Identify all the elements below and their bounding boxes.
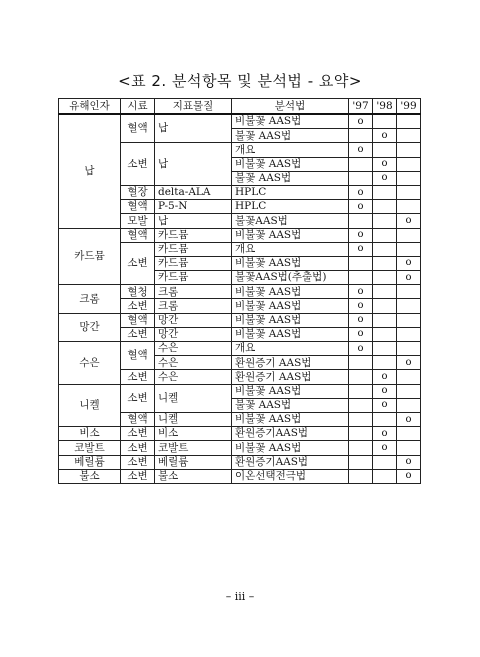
year-mark-y97: o xyxy=(349,327,373,341)
sample-cell: 혈액 xyxy=(121,200,155,214)
table-row xyxy=(59,427,421,441)
year-mark-y98: o xyxy=(373,384,397,398)
col-header-method: 분석법 xyxy=(232,99,349,115)
year-mark-y97 xyxy=(349,412,373,426)
year-mark-y99 xyxy=(397,313,421,327)
year-mark-y98 xyxy=(373,469,397,483)
sample-cell: 혈액 xyxy=(121,228,155,242)
year-mark-y98 xyxy=(373,271,397,285)
factor-cell: 비소 xyxy=(59,427,121,441)
year-mark-y99: o xyxy=(397,455,421,469)
analysis-summary-table xyxy=(58,98,421,484)
method-cell: HPLC xyxy=(232,185,349,199)
year-mark-y98: o xyxy=(373,157,397,171)
factor-cell: 불소 xyxy=(59,469,121,483)
sample-cell: 소변 xyxy=(121,427,155,441)
method-cell: 비불꽃 AAS법 xyxy=(232,313,349,327)
year-mark-y99: o xyxy=(397,214,421,228)
year-mark-y97 xyxy=(349,129,373,143)
method-cell: 비불꽃 AAS법 xyxy=(232,384,349,398)
indicator-cell: 니켈 xyxy=(155,412,232,426)
sample-cell: 소변 xyxy=(121,370,155,384)
year-mark-y99 xyxy=(397,200,421,214)
factor-cell: 니켈 xyxy=(59,384,121,427)
year-mark-y99 xyxy=(397,427,421,441)
factor-cell: 수은 xyxy=(59,342,121,385)
col-header-indicator: 지표물질 xyxy=(155,99,232,115)
year-mark-y97 xyxy=(349,398,373,412)
year-mark-y98 xyxy=(373,342,397,356)
year-mark-y98 xyxy=(373,228,397,242)
year-mark-y97: o xyxy=(349,200,373,214)
year-mark-y98: o xyxy=(373,427,397,441)
year-mark-y99 xyxy=(397,441,421,455)
sample-cell: 혈액 xyxy=(121,342,155,370)
factor-cell: 코발트 xyxy=(59,441,121,455)
table-row xyxy=(59,228,421,242)
method-cell: 환원증기 AAS법 xyxy=(232,356,349,370)
year-mark-y97: o xyxy=(349,299,373,313)
col-header-factor: 유해인자 xyxy=(59,99,121,115)
indicator-cell: 수은 xyxy=(155,370,232,384)
year-mark-y97: o xyxy=(349,285,373,299)
year-mark-y98: o xyxy=(373,171,397,185)
indicator-cell: 망간 xyxy=(155,327,232,341)
year-mark-y97: o xyxy=(349,228,373,242)
sample-cell: 소변 xyxy=(121,299,155,313)
indicator-cell: 크롬 xyxy=(155,285,232,299)
method-cell: 비불꽃 AAS법 xyxy=(232,299,349,313)
method-cell: 환원증기AAS법 xyxy=(232,455,349,469)
year-mark-y98 xyxy=(373,299,397,313)
year-mark-y97 xyxy=(349,455,373,469)
year-mark-y98 xyxy=(373,356,397,370)
sample-cell: 소변 xyxy=(121,441,155,455)
year-mark-y97 xyxy=(349,441,373,455)
indicator-cell: 망간 xyxy=(155,313,232,327)
year-mark-y98 xyxy=(373,327,397,341)
year-mark-y99 xyxy=(397,327,421,341)
year-mark-y99 xyxy=(397,129,421,143)
method-cell: 불꽃AAS법 xyxy=(232,214,349,228)
year-mark-y98: o xyxy=(373,129,397,143)
indicator-cell: delta-ALA xyxy=(155,185,232,199)
sample-cell: 소변 xyxy=(121,455,155,469)
method-cell: 불꽃AAS법(추출법) xyxy=(232,271,349,285)
indicator-cell: 비소 xyxy=(155,427,232,441)
year-mark-y99: o xyxy=(397,412,421,426)
factor-cell: 납 xyxy=(59,114,121,228)
year-mark-y97 xyxy=(349,214,373,228)
col-header-1998: '98 xyxy=(373,99,397,115)
year-mark-y99 xyxy=(397,384,421,398)
indicator-cell: 불소 xyxy=(155,469,232,483)
table-row xyxy=(59,342,421,356)
factor-cell: 카드뮴 xyxy=(59,228,121,285)
indicator-cell: 카드뮴 xyxy=(155,256,232,270)
table-body xyxy=(59,114,421,483)
sample-cell: 모발 xyxy=(121,214,155,228)
year-mark-y99 xyxy=(397,114,421,129)
sample-cell: 혈액 xyxy=(121,412,155,426)
indicator-cell: 카드뮴 xyxy=(155,242,232,256)
indicator-cell: 크롬 xyxy=(155,299,232,313)
year-mark-y98 xyxy=(373,412,397,426)
year-mark-y98 xyxy=(373,214,397,228)
sample-cell: 소변 xyxy=(121,469,155,483)
indicator-cell: 납 xyxy=(155,143,232,186)
method-cell: 이온선택전극법 xyxy=(232,469,349,483)
year-mark-y99 xyxy=(397,285,421,299)
sample-cell: 혈액 xyxy=(121,313,155,327)
year-mark-y99: o xyxy=(397,356,421,370)
col-header-1999: '99 xyxy=(397,99,421,115)
header-row xyxy=(59,99,421,115)
year-mark-y99 xyxy=(397,398,421,412)
table-row xyxy=(59,285,421,299)
year-mark-y99 xyxy=(397,171,421,185)
method-cell: 불꽃 AAS법 xyxy=(232,129,349,143)
sample-cell: 소변 xyxy=(121,143,155,186)
year-mark-y97 xyxy=(349,384,373,398)
sample-cell: 소변 xyxy=(121,384,155,412)
sample-cell: 소변 xyxy=(121,327,155,341)
year-mark-y99 xyxy=(397,143,421,157)
year-mark-y97: o xyxy=(349,342,373,356)
indicator-cell: 카드뮴 xyxy=(155,271,232,285)
method-cell: 개요 xyxy=(232,143,349,157)
year-mark-y97 xyxy=(349,356,373,370)
table-row xyxy=(59,469,421,483)
year-mark-y99 xyxy=(397,242,421,256)
method-cell: 비불꽃 AAS법 xyxy=(232,285,349,299)
indicator-cell: P-5-N xyxy=(155,200,232,214)
year-mark-y99 xyxy=(397,185,421,199)
year-mark-y98 xyxy=(373,185,397,199)
sample-cell: 혈액 xyxy=(121,114,155,143)
year-mark-y97 xyxy=(349,427,373,441)
year-mark-y98 xyxy=(373,143,397,157)
year-mark-y98 xyxy=(373,242,397,256)
year-mark-y97: o xyxy=(349,313,373,327)
method-cell: 비불꽃 AAS법 xyxy=(232,228,349,242)
indicator-cell: 코발트 xyxy=(155,441,232,455)
year-mark-y99 xyxy=(397,299,421,313)
method-cell: 개요 xyxy=(232,342,349,356)
method-cell: 비불꽃 AAS법 xyxy=(232,114,349,129)
year-mark-y99: o xyxy=(397,271,421,285)
year-mark-y99 xyxy=(397,157,421,171)
year-mark-y99 xyxy=(397,228,421,242)
year-mark-y98 xyxy=(373,114,397,129)
table-title: <표 2. 분석항목 및 분석법 - 요약> xyxy=(118,72,362,90)
year-mark-y97: o xyxy=(349,242,373,256)
table-row xyxy=(59,441,421,455)
method-cell: HPLC xyxy=(232,200,349,214)
year-mark-y97 xyxy=(349,171,373,185)
indicator-cell: 납 xyxy=(155,214,232,228)
indicator-cell: 수은 xyxy=(155,342,232,356)
indicator-cell: 니켈 xyxy=(155,384,232,412)
col-header-1997: '97 xyxy=(349,99,373,115)
indicator-cell: 카드뮴 xyxy=(155,228,232,242)
year-mark-y98 xyxy=(373,455,397,469)
year-mark-y97 xyxy=(349,271,373,285)
method-cell: 비불꽃 AAS법 xyxy=(232,412,349,426)
year-mark-y97 xyxy=(349,157,373,171)
method-cell: 불꽃 AAS법 xyxy=(232,398,349,412)
page-number: – iii – xyxy=(225,590,255,603)
table-row xyxy=(59,313,421,327)
indicator-cell: 수은 xyxy=(155,356,232,370)
year-mark-y99 xyxy=(397,342,421,356)
sample-cell: 혈청 xyxy=(121,285,155,299)
table-row xyxy=(59,455,421,469)
year-mark-y97 xyxy=(349,370,373,384)
sample-cell: 혈장 xyxy=(121,185,155,199)
factor-cell: 크롬 xyxy=(59,285,121,313)
sample-cell: 소변 xyxy=(121,242,155,285)
year-mark-y99 xyxy=(397,370,421,384)
method-cell: 비불꽃 AAS법 xyxy=(232,327,349,341)
col-header-sample: 시료 xyxy=(121,99,155,115)
year-mark-y99: o xyxy=(397,256,421,270)
year-mark-y98 xyxy=(373,256,397,270)
method-cell: 환원증기AAS법 xyxy=(232,427,349,441)
method-cell: 비불꽃 AAS법 xyxy=(232,157,349,171)
year-mark-y97 xyxy=(349,469,373,483)
year-mark-y98 xyxy=(373,200,397,214)
table-row xyxy=(59,114,421,129)
method-cell: 개요 xyxy=(232,242,349,256)
year-mark-y98: o xyxy=(373,398,397,412)
year-mark-y98: o xyxy=(373,370,397,384)
year-mark-y98: o xyxy=(373,441,397,455)
factor-cell: 베릴륨 xyxy=(59,455,121,469)
method-cell: 비불꽃 AAS법 xyxy=(232,441,349,455)
year-mark-y98 xyxy=(373,285,397,299)
table-row xyxy=(59,384,421,398)
indicator-cell: 베릴륨 xyxy=(155,455,232,469)
factor-cell: 망간 xyxy=(59,313,121,341)
method-cell: 비불꽃 AAS법 xyxy=(232,256,349,270)
method-cell: 환원증기 AAS법 xyxy=(232,370,349,384)
year-mark-y98 xyxy=(373,313,397,327)
year-mark-y97: o xyxy=(349,185,373,199)
method-cell: 불꽃 AAS법 xyxy=(232,171,349,185)
indicator-cell: 납 xyxy=(155,114,232,143)
year-mark-y99: o xyxy=(397,469,421,483)
year-mark-y97: o xyxy=(349,143,373,157)
year-mark-y97 xyxy=(349,256,373,270)
year-mark-y97: o xyxy=(349,114,373,129)
